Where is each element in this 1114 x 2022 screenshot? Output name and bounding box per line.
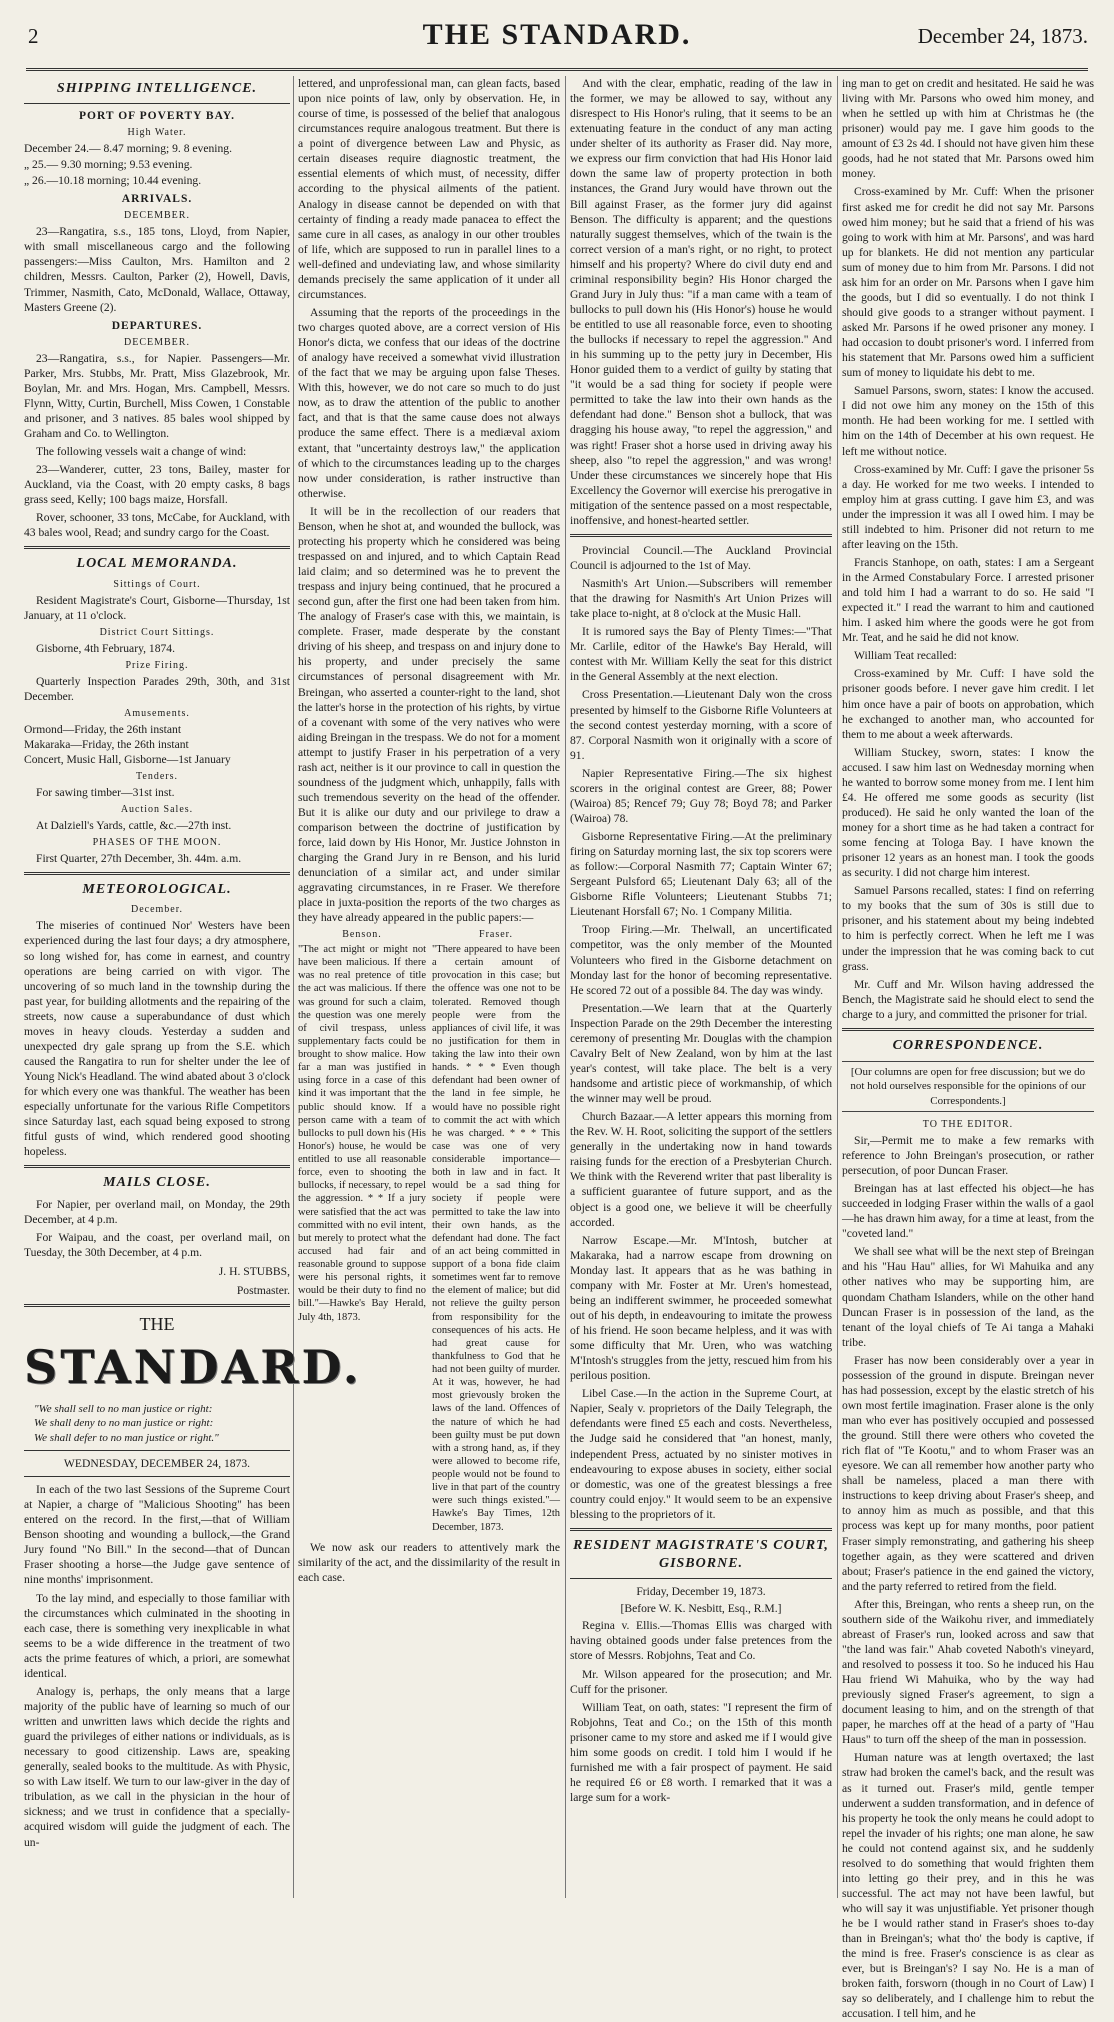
leader-paragraph: lettered, and unprofessional man, can glean facts, based upon nice points of law, only by observation. He, in course of time, is possessed of the belief that analogous circumstances require analogous treatment. But there is a point of divergence between Law and Physic, as certain diseases require diagnostic treatment, the essential elements of which must, of necessity, differ according to the physical ailments of the patient. Analogy in disease cannot be depended on with that certainty of finding a ready made panacea to effect the same cure in all cases, as analogy in our other troubles of life, which are supposed to run in parallel lines to a well-defined and undeviating law, and whose similarity demands precisely the same application of it under all circumstances. xyxy=(298,77,560,301)
rover-text: Rover, schooner, 33 tons, McCabe, for Auckland, with 43 bales wool, Read; and sundry cargo for the Coast. xyxy=(24,511,290,540)
issue-date: December 24, 1873. xyxy=(917,24,1088,48)
departures-text: 23—Rangatira, s.s., for Napier. Passengers—Mr. Parker, Mrs. Stubbs, Mr. Pratt, Miss Glazebrook, Mr. Boylan, Mr. and Mrs. Hogan, Mrs. Campbell, Messrs. Flynn, Witty, Curtin, Burchell, Miss Cowen, 1 Constable and prisoner, and 3 natives. 85 bales wool shipped by Graham and Co. to Wellington. xyxy=(24,351,290,440)
postmaster-signature: J. H. STUBBS, xyxy=(218,1264,290,1278)
high-water-label: High Water. xyxy=(127,127,187,139)
leader-paragraph: Analogy is, perhaps, the only means that a large majority of the public have of learning so much of our written and unwritten laws which decide the rights and guard the privileges of either nations or individuals, as is necessary to good citizenship. Laws are, speaking generally, sealed books to the multitude. As with Physic, so with Law itself. We turn to our law-giver in the day of tribulation, as we call in the physician in the hour of sickness; and we trust in confidence that a specially-acquired wisdom will guide the judgment of each. The un- xyxy=(24,1684,290,1849)
tide-row: „ 26.—10.18 morning; 10.44 evening. xyxy=(24,174,202,188)
leader-paragraph: Assuming that the reports of the proceedings in the two charges quoted above, are a correct version of His Honor's dicta, we confess that our ideas of the doctrine of analogy have received a somewhat vivid illustration of the fact that we may be arguing upon false Theses. With this, however, we do not care so much to do just now, as to draw the attention of the public to another fact, and that is that the same cause does not always produce the same effect. There is a mediæval axiom extant, that "uncertainty destroys law," the application of which to the circumstances leading up to the charges now under consideration, is rather instructive than otherwise. xyxy=(298,305,560,500)
fraser-heading: Fraser. xyxy=(479,928,513,940)
local-section-title: Prize Firing. xyxy=(125,659,189,671)
arrivals-month: DECEMBER. xyxy=(124,210,190,222)
letter-paragraph: Breingan has at last effected his object—he has succeeded in lodging Fraser within the walls of a gaol—he has drawn him away, for a time at least, from the "coveted land." xyxy=(842,1182,1094,1241)
news-item: Troop Firing.—Mr. Thelwall, an uncertificated competitor, was the only member of the Mounted Volunteers who fired in the Gisborne detachment on Monday last for the honor of becoming representative. He scored 72 out of a possible 84. The day was windy. xyxy=(570,923,832,997)
postmaster-title: Postmaster. xyxy=(236,1283,290,1297)
local-section-text: Gisborne, 4th February, 1874. xyxy=(36,641,175,655)
letter-paragraph: After this, Breingan, who rents a sheep run, on the southern side of the Waikohu river, and immediately abreast of Fraser's run, looked across and saw that "the land was fair." Ahab coveted Naboth's vineyard, and resolved to possess it too. So he induced his Hau Hau friend Wi Mahuika, who by the way had previously signed Fraser's agreement, to sign a document leasing to him, and on the strength of that paper, he marches off at the head of a party of "Hau Haus" to turn off the sheep of the man in possession. xyxy=(842,1597,1094,1747)
column-divider xyxy=(565,76,566,1898)
correspondence-note: [Our columns are open for free discussion; but we do not hold ourselves responsible for the opinions of our Correspondents.] xyxy=(842,1061,1094,1112)
meteo-month: December. xyxy=(130,904,184,916)
shipping-heading: SHIPPING INTELLIGENCE. xyxy=(56,81,258,96)
news-item: Presentation.—We learn that at the Quarterly Inspection Parade on the 29th December the interesting ceremony of presenting Mr. Douglas with the champion Cavalry Belt of New Zealand, won by him at the last year's contest, will take place. The belt is a very handsome and artistic piece of workmanship, of which the winner may well be proud. xyxy=(570,1001,832,1106)
masthead-name: STANDARD. xyxy=(24,1340,362,1395)
benson-charge xyxy=(298,929,426,1534)
departures-month: DECEMBER. xyxy=(124,336,190,348)
local-section-text: Quarterly Inspection Parades 29th, 30th, and 31st December. xyxy=(24,674,290,703)
court-paragraph: Mr. Wilson appeared for the prosecution; and Mr. Cuff for the prisoner. xyxy=(570,1667,832,1696)
mails-heading: MAILS CLOSE. xyxy=(103,1175,211,1191)
court-paragraph: Cross-examined by Mr. Cuff: I have sold the prisoner goods before. I never gave him credit. I let him once have a pair of boots on approbation, which he exchanged to another man, who accounted for them to me about a week afterwards. xyxy=(842,667,1094,741)
benson-heading: Benson. xyxy=(342,928,382,940)
news-item: Church Bazaar.—A letter appears this morning from the Rev. W. H. Root, soliciting the support of the settlers generally in the undertaking now in hand towards raising funds for the erection of a Presbyterian Church. We think with the Reverend writer that past liberality is a sufficient guarantee of future support, and as the object is a good one, we believe it will be cheerfully accorded. xyxy=(570,1110,833,1229)
page-number: 2 xyxy=(28,24,39,48)
waiting-intro: The following vessels wait a change of wind: xyxy=(36,444,247,458)
charges-comparison xyxy=(298,929,560,1534)
rm-court-date: Friday, December 19, 1873. xyxy=(636,1585,766,1599)
column-4 xyxy=(842,76,1094,2021)
divider xyxy=(570,1578,832,1579)
mails-text: For Waipau, and the coast, per overland mail, on Tuesday, the 30th December, at 4 p.m. xyxy=(24,1230,290,1259)
court-paragraph: Samuel Parsons, sworn, states: I know the accused. I did not owe him any money on the 15th of this month. He had been working for me. I settled with him on the 14th of December at his own request. He left me without notice. xyxy=(842,384,1094,458)
divider xyxy=(24,1304,290,1307)
column-divider xyxy=(293,76,294,1898)
letter-paragraph: Human nature was at length overtaxed; the last straw had broken the camel's back, and the result was as it turned out. Fraser's mild, gentle temper underwent a sudden transformation, and in defence of his property he took the only means he could adopt to repel the invader of his rights; one man alone, he saw he could not contend against six, and he suddenly resolved to do something that would frighten them into letting go their prey, and in this he was successful. The act may not have been lawful, but who will say it was unjustifiable. Yet prisoner though he be I would rather stand in Fraser's shoes to-day than in Breingan's; what tho' the body is captive, if the mind is free. Fraser's conscience is as clear as ever, but is Breingan's? I say No. He is a man of broken faith, forsworn (though in no Court of Law) I say so deliberately, and I challenge him to rebut the accusation. I tell him, and he xyxy=(842,1751,1094,2021)
local-section-text: At Dalziell's Yards, cattle, &c.—27th inst. xyxy=(36,819,232,833)
to-editor: TO THE EDITOR. xyxy=(922,1118,1014,1130)
court-paragraph: Samuel Parsons recalled, states: I find on referring to my books that the sum of 30s is still due to prisoner, and his statement about my being indebted to him is perfectly correct. When he left me I was under the impression that he was coming back to cut grass. xyxy=(842,884,1094,973)
divider xyxy=(24,546,290,549)
masthead-motto: "We shall sell to no man justice or right: We shall deny to no man justice or right: We shall defer to no man justice or right." xyxy=(34,1403,219,1444)
court-paragraph: William Stuckey, sworn, states: I know the accused. I saw him last on Wednesday morning when he wanted to borrow some money from me. I lent him £4. He offered me some goods as security (list produced). He said he only wanted the loan of the money for a short time as he had taken a contract for some fencing at Tologa Bay. I have known the prisoner 12 years as an honest man. I took the goods as security. I did not charge him interest. xyxy=(842,745,1094,880)
local-section-title: Amusements. xyxy=(124,707,190,719)
rm-court-heading: RESIDENT MAGISTRATE'S COURT, GISBORNE. xyxy=(573,1537,829,1571)
leader-paragraph: In each of the two last Sessions of the Supreme Court at Napier, a charge of "Malicious Shooting" has been entered on the record. In the first,—that of William Benson shooting and wounding a bullock,—the Grand Jury found "No Bill." In the second—that of Duncan Fraser shooting a horse—the Judge gave sentence of nine months' imprisonment. xyxy=(24,1483,290,1587)
meteo-heading: METEOROLOGICAL. xyxy=(82,882,232,898)
local-section-text: For sawing timber—31st inst. xyxy=(36,786,175,799)
paper-name: THE STANDARD. xyxy=(422,18,692,51)
port-title: PORT OF POVERTY BAY. xyxy=(79,110,235,123)
news-item: It is rumored says the Bay of Plenty Times:—"That Mr. Carlile, editor of the Hawke's Bay Herald, will contest with Mr. William Kelly the seat for this district in the General Assembly at the next election. xyxy=(570,625,832,684)
divider xyxy=(24,1165,290,1168)
local-section-title: PHASES OF THE MOON. xyxy=(92,837,222,849)
column-divider xyxy=(837,76,838,1898)
news-item: Libel Case.—In the action in the Supreme Court, at Napier, Sealy v. proprietors of the Daily Telegraph, the defendants were fined £5 each and costs. Nevertheless, the Judge said he considered that "an honest, manly, independent Press, actuated by no sinister motives in endeavouring to expose abuses in society, either social or domestic, was one of the greatest blessings a free country could enjoy." It would seem to be an expensive blessing to the proprietors of it. xyxy=(570,1387,832,1521)
benson-text: "The act might or might not have been malicious. If there was no real pretence of title the act was malicious. If there was ground for such a claim, the question was one merely of civil trespass, unless supplementary facts could be brought to show malice. How far a man was justified in using force in a case of this kind it was important that the public should know. If a person came with a team of bullocks to pull down his (His Honor's) house, he would be entitled to use all reasonable force, even to shooting the bullocks, if necessary, to repel the aggression. * * If a jury were satisfied that the act was committed with no evil intent, but merely to protect what the accused had fair and reasonable ground to suppose were his personal rights, it would be their duty to find no bill."—Hawke's Bay Herald, July 4th, 1873. xyxy=(298,944,426,1323)
masthead-rule xyxy=(26,68,1088,71)
fraser-text: "There appeared to have been a certain amount of provocation in this case; but the offence was one not to be tolerated. Removed though people were from the appliances of civil life, it was no justification for them in taking the law into their own hands. * * * Even though defendant had been owner of the land in fee simple, he would have no possible right to commit the act with which he was charged. * * * This case was one of very considerable importance—both in law and in fact. It would be a sad thing for society if people were permitted to take the law into their own hands, as the defendant had done. The fact of an act being committed in support of a bona fide claim sometimes went far to remove the element of malice; but did not relieve the guilty person from responsibility for the consequences of his acts. He had great cause for thankfulness to God that he had not been guilty of murder. At it was, however, he had most grievously broken the laws of the land. Offences of the nature of which he had been guilty must be put down with a strong hand, as, if they were allowed to become rife, people would not be found to live in that part of the country were such things existed."—Hawke's Bay Times, 12th December, 1873. xyxy=(432,944,560,1533)
arrivals-label: ARRIVALS. xyxy=(121,193,193,206)
leader-paragraph: We now ask our readers to attentively mark the similarity of the act, and the dissimilarity of the result in each case. xyxy=(298,1540,560,1584)
local-section-title: Tenders. xyxy=(135,771,178,782)
court-paragraph: William Teat recalled: xyxy=(854,649,957,663)
local-section-text: Resident Magistrate's Court, Gisborne—Thursday, 1st January, at 11 o'clock. xyxy=(24,593,290,622)
leader-paragraph: To the lay mind, and especially to those familiar with the circumstances which culminated in the shooting in each case, there is something very inexplicable in what seems to be a wide difference in the treatment of two acts the prime features of which, a priori, are somewhat identical. xyxy=(24,1591,290,1680)
leader-paragraph: It will be in the recollection of our readers that Benson, when he shot at, and wounded the bullock, was protecting his property which he considered was being trespassed on and injured, and to which Captain Read laid claim; and so determined was he to prevent the trespass and injury being continued, that he procured a second gun, after the first one had been taken from him. The analogy of Fraser's case with this, we maintain, is complete. Fraser, made desperate by the constant driving of his sheep, and trespass on and injury done to his property, and under precisely the same circumstances of personal disagreement with Mr. Breingan, who asserted a counter-right to the land, shot the latter's horse in the protection of his rights, by virtue of a covenant with some of the very natives who were aiding Breingan in the trespass. We do not for a moment attempt to justify Fraser in his perpetration of a very rash act, neither is it our province to call in question the soundness of the judgment which, unhappily, falls with such tremendous severity on the head of the offender. But it is alike our duty and our privilege to draw a comparison between the doctrine of justification by force, laid down by His Honor, Mr. Justice Johnston in charging the Grand Jury in re Benson, and his lurid denunciation of a similar act, and under similar aggravating circumstances, in re Fraser. We therefore place in juxta-position the reports of the two charges as they have already appeared in the public papers:— xyxy=(298,504,560,925)
news-item: Provincial Council.—The Auckland Provincial Council is adjourned to the 1st of May. xyxy=(570,543,832,572)
letter-paragraph: We shall see what will be the next step of Breingan and his "Hau Hau" allies, for Wi Mahuika and any other natives who may be supporting him, are quondam Chatham Islanders, while on the other hand Duncan Fraser is in possession of the land, as the tenant of the loyal chiefs of Te Ai tanga a Mahaki tribe. xyxy=(842,1245,1094,1349)
news-item: Gisborne Representative Firing.—At the preliminary firing on Saturday morning last, the six top scorers were as follow:—Corporal Nasmith 77; Captain Winter 67; Sergeant Pulsford 65; Lieutenant Daly 63; all of the Gisborne Rifle Volunteers; Lieutenant Stubbs 71; Lieutenant Horsfall 67; No. 1 Company Militia. xyxy=(570,830,832,919)
news-item: Cross Presentation.—Lieutenant Daly won the cross presented by himself to the Gisborne Rifle Volunteers at the second contest yesterday morning, with a score of 87. Corporal Nasmith won it originally with a score of 91. xyxy=(570,688,832,762)
divider xyxy=(24,1450,290,1451)
dateline: WEDNESDAY, DECEMBER 24, 1873. xyxy=(63,1457,251,1471)
local-heading: LOCAL MEMORANDA. xyxy=(76,556,238,572)
news-item: Narrow Escape.—Mr. M'Intosh, butcher at Makaraka, had a narrow escape from drowning on Monday last. It appears that as he was bathing in company with Mr. Foster at Mr. Uren's homestead, being an indifferent swimmer, he proceeded somewhat out of his depth, in endeavouring to imitate the prowess of his friend. He soon became helpless, and it was with some difficulty that Mr. Uren, who was watching M'Intosh's struggles from the jetty, rescued him from his perilous position. xyxy=(570,1233,832,1383)
court-paragraph: Regina v. Ellis.—Thomas Ellis was charged with having obtained goods under false pretences from the store of Messrs. Robjohns, Teat and Co. xyxy=(570,1619,832,1663)
letter-paragraph: Fraser has now been considerably over a year in possession of the ground in dispute. Breingan never has had possession, except by the elastic stretch of his own most fertile imagination. Fraser alone is the only man who ever has positively occupied and possessed the ground. Still there were others who coveted the rich flat of "Te Kootu," and to whom Fraser was an eyesore. We can all remember how another party who shall be nameless, placed a man there with instructions to keep driving about Fraser's sheep, and to annoy him as much as possible, and that this process was kept up for many months, poor patient Fraser simply remonstrating, and gathering his sheep together again, as they were scattered and driven about; Fraser's patience in the end gained the victory, and the party referred to retired from the field. xyxy=(842,1353,1094,1593)
waiting-text: 23—Wanderer, cutter, 23 tons, Bailey, master for Auckland, via the Coast, with 20 empty casks, 8 bags grass seed, Kelly; 100 bags maize, Horsfall. xyxy=(24,463,290,507)
court-paragraph: William Teat, on oath, states: "I represent the firm of Robjohns, Teat and Co.; on the 15th of this month prisoner came to my store and asked me if I would give him some goods on credit. I told him I would if he furnished me with a fair prospect of payment. He said he required £6 or £8 worth. I remarked that it was a large sum for a work- xyxy=(570,1700,832,1804)
meteo-text: The miseries of continued Nor' Westers have been experienced during the last four days; a dry atmosphere, so long wished for, has come in earnest, and country operations are being carried on with vigor. The uncovering of so much land in the township during the past year, for building allotments and the repairing of the streets, now cause a superabundance of dust which moves in heavy clouds. Yesterday a sudden and unexpected dry gale sprang up from the S.E. which caused the Rangatira to run for shelter under the lee of Young Nick's Headland. The wind abated about 3 o'clock for which every one was thankful. The weather has been especially unfortunate for the various Rifle Competitors since Saturday last, each squad being exposed to strong fitful gusts of wind, which rendered good shooting hopeless. xyxy=(24,919,290,1159)
arrivals-text: 23—Rangatira, s.s., 185 tons, Lloyd, from Napier, with small miscellaneous cargo and the following passengers:—Miss Caulton, Mrs. Hamilton and 2 children, Messrs. Caulton, Parker (2), Howell, Davis, Trimmer, Nasmith, Cato, McDonald, Wallace, Ottaway, Masters Greene (2). xyxy=(24,225,290,314)
news-item: Nasmith's Art Union.—Subscribers will remember that the drawing for Nasmith's Art Union Prizes will take place to-night, at 8 o'clock at the Music Hall. xyxy=(570,577,832,621)
mails-text: For Napier, per overland mail, on Monday, the 29th December, at 4 p.m. xyxy=(24,1197,290,1226)
court-paragraph: Cross-examined by Mr. Cuff: When the prisoner first asked me for credit he did not say Mr. Parsons owed him money; but he said that a friend of his was going to work with him at Mr. Parsons', and was hard up for blankets. He did not mention any particular sum of money due to him from Mr. Parsons. I did not ask him for an order on Mr. Parsons when I gave him the goods, but I did so eventually. I do not think I should give goods to a stranger without payment. I asked Mr. Parsons if he owed prisoner any money. I had occasion to doubt prisoner's word. I inferred from his statement that Mr. Parsons owed him a sufficient sum of money to liquidate his debt to me. xyxy=(842,185,1094,380)
letter-paragraph: Sir,—Permit me to make a few remarks with reference to John Breingan's prosecution, or rather persecution, of poor Duncan Fraser. xyxy=(842,1133,1094,1178)
court-paragraph: Francis Stanhope, on oath, states: I am a Sergeant in the Armed Constabulary Force. I arrested prisoner and told him I had a warrant to do so. He said "I expected it." I read the warrant to him and cautioned him. I asked him where the goods were he got from Mr. Teat, and he said he did not know. xyxy=(842,555,1094,645)
divider xyxy=(842,1028,1094,1031)
fraser-charge xyxy=(432,929,560,1534)
court-paragraph: Mr. Cuff and Mr. Wilson having addressed the Bench, the Magistrate said he should elect to send the charge to a jury, and committed the prisoner for trial. xyxy=(842,977,1094,1021)
court-paragraph: Cross-examined by Mr. Cuff: I gave the prisoner 5s a day. He worked for me two weeks. I intended to employ him at grass cutting. I gave him £3, and was under the impression it was all I owed him. I may be still indebted to him. Prisoner did not return to me after leaving on the 15th. xyxy=(842,462,1094,551)
correspondence-heading: CORRESPONDENCE. xyxy=(892,1037,1044,1053)
departures-label: DEPARTURES. xyxy=(111,319,203,332)
divider xyxy=(24,872,290,875)
tide-row: „ 25.— 9.30 morning; 9.53 evening. xyxy=(24,158,193,172)
divider xyxy=(570,1528,832,1531)
tide-row: December 24.— 8.47 morning; 9. 8 evening. xyxy=(24,142,232,156)
local-section-text: First Quarter, 27th December, 3h. 44m. a.m. xyxy=(36,852,242,866)
news-item: Napier Representative Firing.—The six highest scorers in the original contest are Greer, 88; Power (Wairoa) 85; Rencef 79; Guy 78; Boyd 78; and Parker (Wairoa) 78. xyxy=(570,766,832,825)
court-paragraph: ing man to get on credit and hesitated. He said he was living with Mr. Parsons who owed him money, and when he settled up with him at Christmas he (the prisoner) would pay me. I gave him goods to the amount of £3 2s 4d. I should not have given him these goods, had he not stated that Mr. Parsons owed him money. xyxy=(842,77,1094,181)
column-2 xyxy=(298,76,560,1898)
leader-paragraph: And with the clear, emphatic, reading of the law in the former, we may be allowed to say, without any disrespect to His Honor's ruling, that it seems to be an extenuating feature in the conduct of any man acting under shelter of its authority as Fraser did. Nay more, we express our firm conviction that had His Honor laid down the same law of property protection in both instances, the Grand Jury would have thrown out the Bill against Fraser, as the former jury did against Benson. The difficulty is apparent; and the questions naturally suggest themselves, which of the twain is the correct version of a man's right, or no right, to protect himself and his property? Where do civil duty end and criminal responsibility begin? His Honor charged the Grand Jury in July thus: "if a man came with a team of bullocks to pull down his (His Honor's) house he would be entitled to use all reasonable force, even to shooting the bullocks if necessary to repel the aggression." And in his summing up to the petty jury in December, His Honor guided them to a verdict of guilty by stating that "it would be a sad thing for society if people were permitted to take the law into their own hands as the defendant had done." Benson shot a bullock, that was dragging his house away, "to repel the aggression," and was right! Fraser shot a horse used in driving away his sheep, also "to repel the aggression," and was wrong! Under these circumstances we sincerely hope that His Excellency the Governor will exercise his prerogative in mitigation of the sentence passed on a most respectable, inoffensive, and honest-hearted settler. xyxy=(570,77,832,527)
column-3 xyxy=(570,76,832,1898)
rm-court-before: [Before W. K. Nesbitt, Esq., R.M.] xyxy=(620,1602,782,1616)
masthead-the: THE xyxy=(139,1313,175,1334)
masthead xyxy=(0,0,1114,70)
local-section-text: Ormond—Friday, the 26th instant Makaraka—Friday, the 26th instant Concert, Music Hall, Gisborne—1st January xyxy=(24,722,231,766)
divider xyxy=(570,534,832,537)
local-section-title: Sittings of Court. xyxy=(113,578,201,590)
local-section-title: Auction Sales. xyxy=(120,804,194,816)
divider xyxy=(24,103,290,104)
local-section-title: District Court Sittings. xyxy=(99,626,215,638)
divider xyxy=(24,1476,290,1477)
